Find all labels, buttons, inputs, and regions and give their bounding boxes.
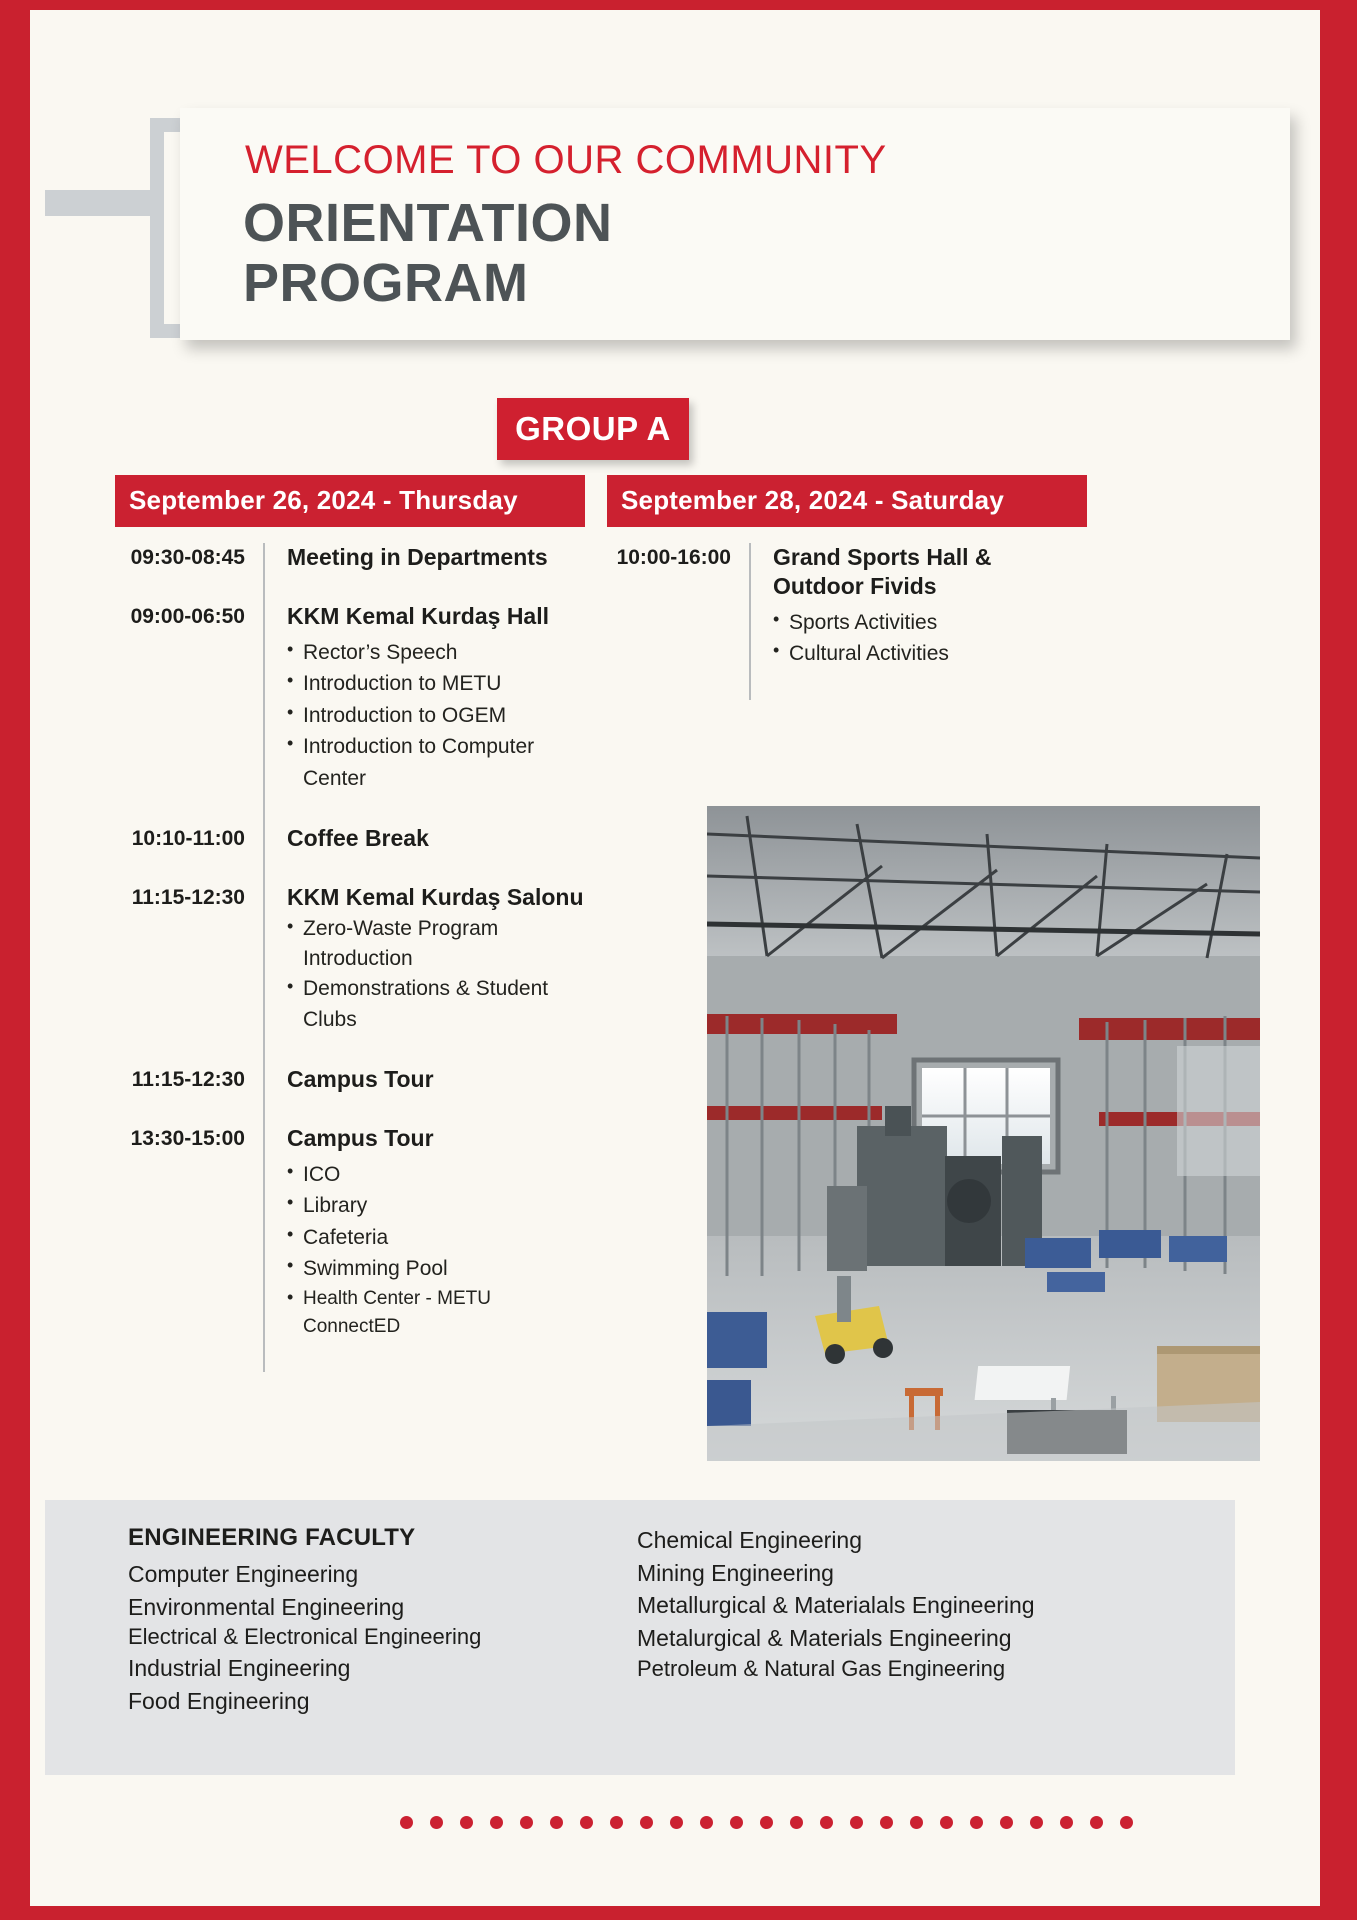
faculty-item: Computer Engineering	[128, 1561, 359, 1587]
row-time: 10:10-11:00	[131, 827, 245, 850]
footer-dot	[970, 1816, 983, 1829]
footer-dot	[1030, 1816, 1043, 1829]
faculty-item: Electrical & Electronical Engineering	[128, 1624, 482, 1650]
footer-dot	[1000, 1816, 1013, 1829]
row-title: Campus Tour	[287, 1066, 434, 1093]
list-item: • Sports Activities	[773, 607, 1087, 639]
faculty-item: Chemical Engineering	[637, 1527, 863, 1553]
footer-dot	[820, 1816, 833, 1829]
header-bracket-tab-decoration	[45, 190, 155, 216]
row-time: 09:00-06:50	[130, 604, 245, 628]
schedule-row	[115, 824, 585, 883]
group-badge: GROUP A	[497, 398, 689, 460]
schedule-row	[115, 1065, 585, 1124]
date-header-saturday: September 28, 2024 - Saturday	[607, 475, 1087, 527]
row-title: Grand Sports Hall & Outdoor Fivids	[773, 544, 992, 599]
page-title-line-2: PROGRAM	[243, 253, 529, 313]
row-time: 11:15-12:30	[131, 1068, 245, 1092]
faculty-item: Food Engineering	[128, 1687, 310, 1714]
row-title: Meeting in Departments	[287, 544, 548, 570]
schedule-column-saturday	[607, 475, 1087, 700]
faculty-item: Petroleum & Natural Gas Engineering	[637, 1655, 1006, 1681]
bottom-red-border	[0, 1906, 1357, 1920]
row-title: KKM Kemal Kurdaş Salonu	[287, 883, 584, 910]
row-body	[263, 1124, 585, 1372]
list-item: • Health Center - METU ConnectED	[287, 1285, 585, 1342]
row-body	[263, 602, 585, 824]
footer-dot	[520, 1816, 533, 1829]
list-item: • ICO	[287, 1159, 585, 1191]
footer-dot	[400, 1816, 413, 1829]
list-item: • Introduction to METU	[287, 668, 585, 700]
footer-dot-decoration	[400, 1814, 1060, 1830]
row-title: Campus Tour	[287, 1125, 434, 1151]
footer-dot	[1090, 1816, 1103, 1829]
row-title: Coffee Break	[287, 825, 429, 851]
faculty-item: Metallurgical & Materialals Engineering	[637, 1592, 1035, 1619]
schedule-row	[115, 1124, 585, 1372]
list-item: • Introduction to Computer Center	[287, 731, 585, 794]
row-bullet-list	[773, 607, 1087, 670]
faculty-item: Mining Engineering	[637, 1559, 834, 1586]
row-title: KKM Kemal Kurdaş Hall	[287, 602, 550, 629]
footer-dot	[550, 1816, 563, 1829]
footer-dot	[730, 1816, 743, 1829]
faculty-column-right	[637, 1524, 1197, 1683]
list-item: • Swimming Pool	[287, 1253, 585, 1285]
schedule-row	[115, 543, 585, 602]
footer-dot	[1120, 1816, 1133, 1829]
page-title-line-1: ORIENTATION	[243, 193, 613, 253]
row-time: 09:30-08:45	[130, 546, 245, 569]
header	[45, 0, 1295, 350]
date-header-thursday: September 26, 2024 - Thursday	[115, 475, 585, 527]
row-body	[263, 543, 585, 602]
right-red-border	[1320, 0, 1357, 1920]
faculty-item: Industrial Engineering	[128, 1654, 351, 1681]
row-time: 11:15-12:30	[131, 885, 245, 909]
schedule-row	[115, 883, 585, 1066]
faculty-item: Metalurgical & Materials Engineering	[637, 1624, 1012, 1651]
footer-dot	[580, 1816, 593, 1829]
footer-dot	[940, 1816, 953, 1829]
list-item: • Cafeteria	[287, 1222, 585, 1254]
row-bullet-list	[287, 637, 585, 795]
footer-dot	[490, 1816, 503, 1829]
list-item: • Cultural Activities	[773, 638, 1087, 670]
row-bullet-list	[287, 1159, 585, 1342]
faculty-column-left	[128, 1524, 628, 1717]
footer-dot	[640, 1816, 653, 1829]
welcome-text: WELCOME TO OUR COMMUNITY	[245, 138, 887, 182]
row-body	[263, 1065, 585, 1124]
faculty-heading: ENGINEERING FACULTY	[128, 1524, 416, 1551]
row-body	[263, 883, 585, 1066]
schedule-rows-saturday	[607, 527, 1087, 700]
row-time: 13:30-15:00	[130, 1127, 245, 1150]
engineering-faculty-band	[45, 1500, 1235, 1775]
footer-dot	[790, 1816, 803, 1829]
row-body	[749, 543, 1087, 700]
schedule-row	[115, 602, 585, 824]
schedule-rows-thursday	[115, 527, 585, 1372]
list-item: • Introduction to OGEM	[287, 700, 585, 732]
list-item: • Rector’s Speech	[287, 637, 585, 669]
footer-dot	[670, 1816, 683, 1829]
footer-dot	[700, 1816, 713, 1829]
header-panel	[180, 108, 1290, 340]
footer-dot	[850, 1816, 863, 1829]
footer-dot	[460, 1816, 473, 1829]
faculty-item: Environmental Engineering	[128, 1593, 405, 1620]
schedule-column-thursday	[115, 475, 585, 1372]
footer-dot	[760, 1816, 773, 1829]
row-bullet-list	[287, 914, 585, 1036]
footer-dot	[910, 1816, 923, 1829]
list-item: • Library	[287, 1190, 585, 1222]
footer-dot	[610, 1816, 623, 1829]
footer-dot	[1060, 1816, 1073, 1829]
row-body	[263, 824, 585, 883]
list-item: • Demonstrations & Student Clubs	[287, 974, 585, 1035]
footer-dot	[880, 1816, 893, 1829]
left-red-border	[0, 0, 30, 1920]
footer-dot	[430, 1816, 443, 1829]
schedule-row	[607, 543, 1087, 700]
list-item: • Zero-Waste Program Introduction	[287, 914, 585, 975]
industrial-laboratory-hall-photo	[707, 806, 1260, 1461]
row-time: 10:00-16:00	[616, 546, 731, 569]
